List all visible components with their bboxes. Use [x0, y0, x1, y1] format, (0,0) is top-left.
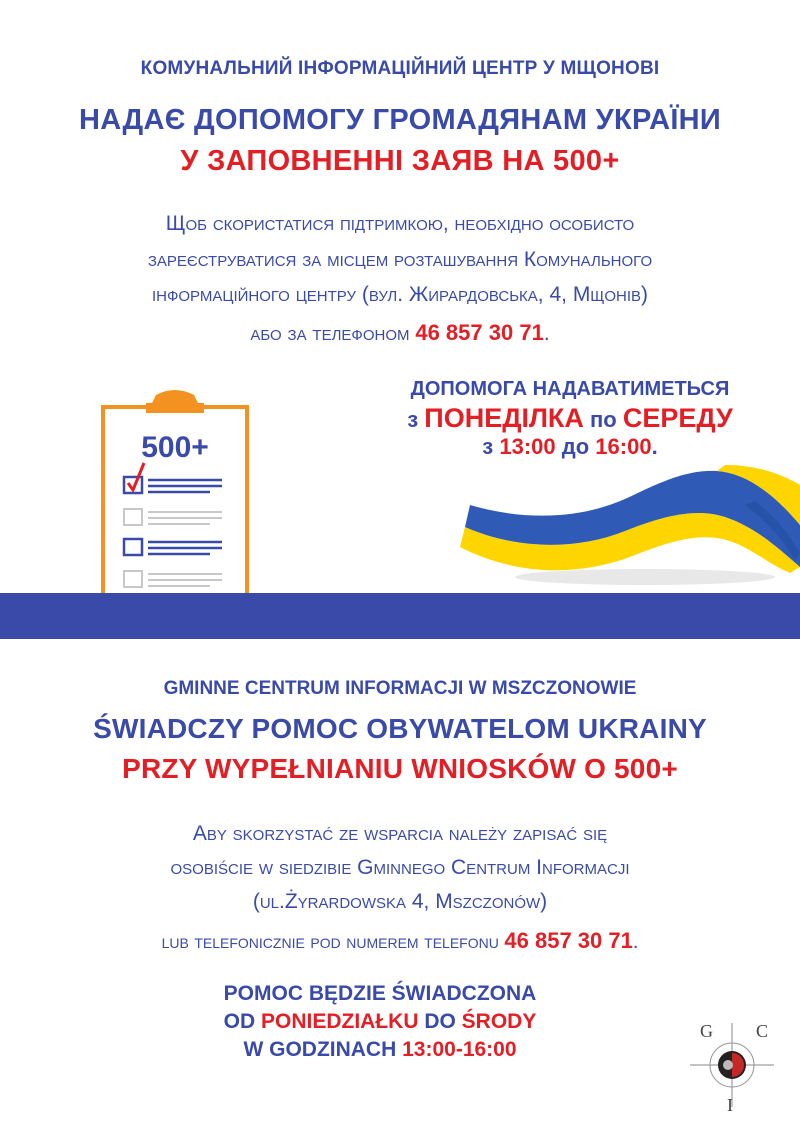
pl-phone-number: 46 857 30 71	[504, 928, 633, 953]
ua-phone-prefix: або за телефоном	[250, 322, 410, 345]
clipboard-illustration	[100, 385, 250, 600]
pl-schedule-to-day: ŚRODY	[461, 1010, 537, 1033]
pl-schedule-do: DO	[424, 1010, 456, 1033]
pl-body-line-2: osobiście w siedzibie Gminnego Centrum Informacji	[170, 856, 630, 879]
logo-letter-i: I	[727, 1095, 733, 1115]
ua-schedule-line-2	[380, 403, 760, 434]
ua-schedule-time-from-word: з	[482, 434, 494, 459]
ua-schedule-time-to-word: до	[561, 434, 590, 459]
ua-body-line-1: Щоб скористатися підтримкою, необхідно особисто	[165, 212, 635, 235]
pl-schedule-hours: 13:00-16:00	[402, 1038, 517, 1061]
ua-body-line-2: зареєструватися за місцем розташування Комунального	[147, 248, 653, 271]
pl-subheadline: PRZY WYPEŁNIANIU WNIOSKÓW O 500+	[122, 753, 678, 784]
ua-organization-title: КОМУНАЛЬНИЙ ІНФОРМАЦІЙНИЙ ЦЕНТР У МЩОНОВІ	[140, 58, 660, 79]
pl-phone-line	[0, 928, 800, 954]
ua-schedule-to-word: по	[590, 407, 617, 432]
logo-letter-c: C	[756, 1021, 769, 1041]
ua-schedule	[380, 378, 760, 460]
ua-schedule-time-suffix: .	[651, 434, 658, 459]
ua-schedule-line-3	[380, 434, 760, 460]
pl-body-line-1: Aby skorzystać ze wsparcia należy zapisać się	[192, 822, 608, 845]
pl-schedule-w-godzinach: W GODZINACH	[243, 1038, 397, 1061]
pl-organization-title: GMINNE CENTRUM INFORMACJI W MSZCZONOWIE	[163, 678, 637, 699]
ua-schedule-to-day: СЕРЕДУ	[622, 403, 733, 433]
pl-schedule-line-3	[170, 1036, 590, 1064]
pl-schedule	[170, 980, 590, 1064]
ua-subheadline: У ЗАПОВНЕННІ ЗАЯВ НА 500+	[180, 145, 620, 177]
pl-headline: ŚWIADCZY POMOC OBYWATELOM UKRAINY	[93, 713, 707, 744]
ua-phone-line	[0, 320, 800, 346]
gci-logo	[686, 1015, 778, 1115]
ua-headline: НАДАЄ ДОПОМОГУ ГРОМАДЯНАМ УКРАЇНИ	[78, 104, 722, 136]
pl-schedule-line-2	[170, 1008, 590, 1036]
ukraine-flag-ribbon	[455, 465, 800, 590]
pl-body-line-3: (ul.Żyrardowska 4, Mszczonów)	[252, 890, 548, 913]
pl-schedule-line-1: POMOC BĘDZIE ŚWIADCZONA	[223, 982, 537, 1005]
pl-schedule-od: OD	[223, 1010, 256, 1033]
ua-schedule-time-from: 13:00	[499, 434, 556, 459]
ua-schedule-from-word: з	[407, 407, 419, 432]
section-divider-band	[0, 593, 800, 639]
ua-schedule-line-1: ДОПОМОГА НАДАВАТИМЕТЬСЯ	[410, 378, 730, 400]
logo-letter-g: G	[700, 1021, 713, 1041]
ua-schedule-time-to: 16:00	[595, 434, 652, 459]
pl-phone-suffix: .	[632, 931, 639, 953]
ua-phone-suffix: .	[543, 322, 550, 345]
pl-phone-prefix: lub telefonicznie pod numerem telefonu	[161, 931, 499, 953]
clipboard-label: 500+	[141, 431, 209, 464]
pl-schedule-from-day: PONIEDZIAŁKU	[260, 1010, 419, 1033]
ua-phone-number: 46 857 30 71	[415, 320, 544, 345]
ua-body-line-3: інформаційного центру (вул. Жирардовська, 4, Мщонів)	[151, 283, 649, 306]
ua-schedule-from-day: ПОНЕДІЛКА	[424, 403, 584, 433]
